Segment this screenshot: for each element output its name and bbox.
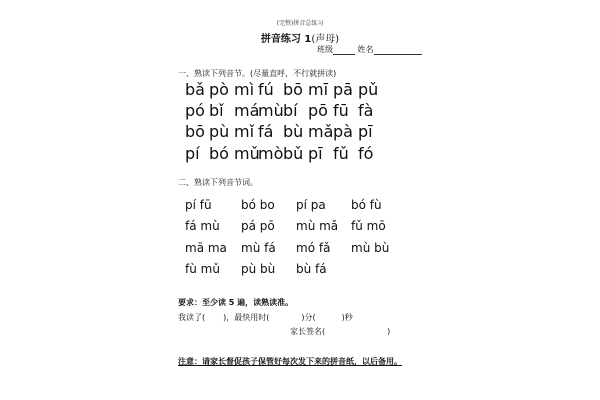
word: fá mù [185, 219, 220, 233]
word: mā ma [185, 241, 227, 255]
syllable: pō [308, 101, 328, 120]
word: mù bù [351, 241, 390, 255]
word: fǔ mō [351, 219, 386, 233]
word: fù mǔ [185, 262, 220, 276]
word: pí pa [296, 198, 326, 212]
syllable: bù [283, 122, 304, 141]
syllable-row [185, 144, 385, 163]
section1-heading: 一、熟读下列音节。(尽量直呼，不行就拼读) [178, 69, 337, 78]
word: bù fá [296, 262, 327, 276]
syllable: pǔ [358, 80, 379, 99]
syllable: pù [209, 122, 230, 141]
syllable: bí [283, 101, 298, 120]
word: pá pō [241, 219, 275, 233]
parent-signature [290, 326, 390, 337]
syllable: bō [283, 80, 303, 99]
word: pù bù [241, 262, 276, 276]
word: mù mǎ [296, 219, 339, 233]
word-row [185, 198, 385, 212]
section2-heading: 二、熟读下列音节词。 [178, 178, 258, 187]
sign-label: 家长签名( [290, 327, 326, 336]
class-blank [333, 46, 355, 55]
word: pí fū [185, 198, 212, 212]
record-prefix: 我读了( [178, 313, 206, 322]
title-main: 拼音练习 1 [260, 34, 312, 45]
syllable: bō [185, 122, 205, 141]
syllable: pò [209, 80, 229, 99]
syllable: bó [209, 144, 229, 163]
syllable: fū [333, 101, 349, 120]
syllable: má [234, 101, 260, 120]
syllable: fǔ [333, 144, 349, 163]
syllable-row [185, 80, 385, 99]
reading-record [178, 312, 353, 323]
word: mó fǎ [296, 241, 331, 255]
syllable: pó [185, 101, 205, 120]
record-mid1: )，最快用时( [223, 313, 270, 322]
syllable-row [185, 101, 385, 120]
word-row [185, 219, 385, 233]
word: mù fá [241, 241, 276, 255]
word-row [185, 262, 385, 276]
syllable: bǐ [209, 101, 224, 120]
word: bó fù [351, 198, 382, 212]
syllable: fó [358, 144, 374, 163]
class-label: 班级 [317, 45, 333, 54]
syllable-row [185, 122, 385, 141]
syllable: bǔ [283, 144, 304, 163]
syllable: mò [258, 144, 284, 163]
syllable: bǎ [185, 80, 205, 99]
syllable: mǔ [234, 144, 260, 163]
page-title [0, 30, 600, 45]
sign-close: ) [387, 327, 391, 336]
requirement-text: 要求：至少读 5 遍，读熟读准。 [178, 298, 294, 307]
syllable: pī [358, 122, 373, 141]
syllable: pī [308, 144, 323, 163]
syllable: pà [333, 122, 353, 141]
syllable: fú [258, 80, 274, 99]
syllable: pí [185, 144, 200, 163]
title-paren: (声母) [311, 34, 340, 45]
document-tag: (完整)拼音总练习 [276, 20, 324, 27]
word: bó bo [241, 198, 275, 212]
syllable: mù [258, 101, 284, 120]
name-label: 姓名 [357, 45, 374, 54]
syllable: mī [308, 80, 329, 99]
parent-note: 注意：请家长督促孩子保管好每次发下来的拼音纸，以后备用。 [178, 357, 402, 366]
record-mid2: )分( [301, 313, 316, 322]
record-suffix: )秒 [341, 313, 353, 322]
syllable: mǐ [234, 122, 255, 141]
syllable: mǎ [308, 122, 334, 141]
student-info [317, 44, 422, 55]
syllable: fá [258, 122, 274, 141]
syllable: pā [333, 80, 353, 99]
syllable: fà [358, 101, 374, 120]
syllable: mì [234, 80, 255, 99]
name-blank [374, 46, 422, 55]
word-row [185, 241, 390, 255]
